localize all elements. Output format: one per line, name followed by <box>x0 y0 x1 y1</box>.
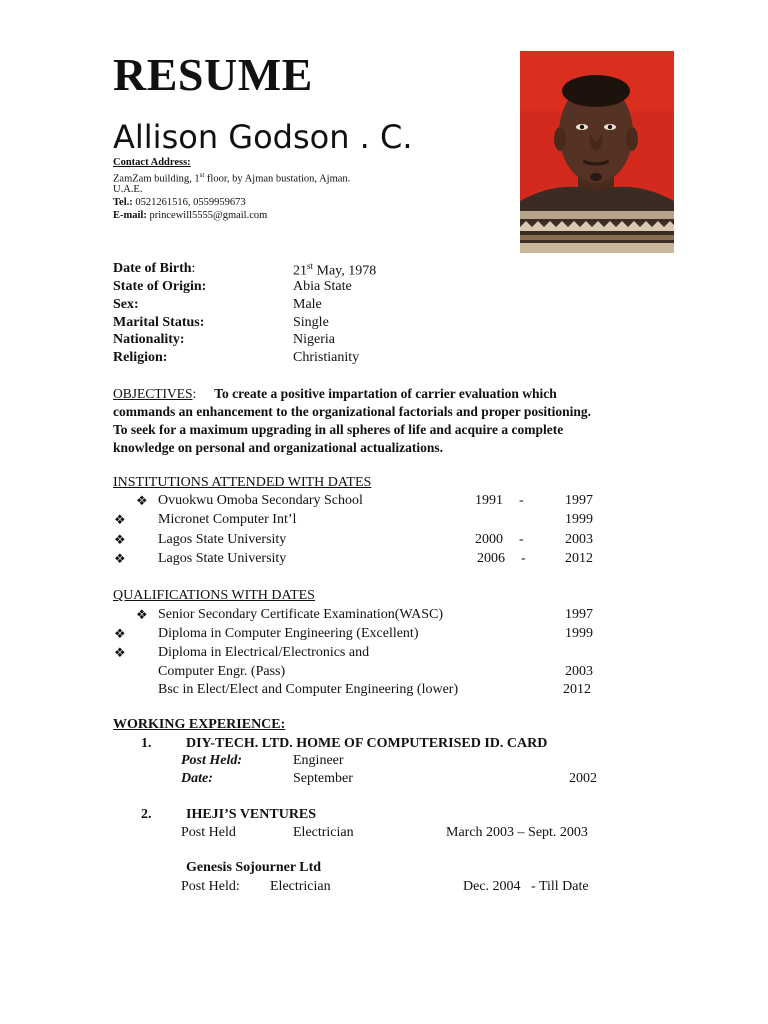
origin-value: Abia State <box>293 279 352 294</box>
bullet-icon: ❖ <box>114 645 126 660</box>
qualification-name: Diploma in Computer Engineering (Excellent) <box>158 626 419 641</box>
resume-title: RESUME <box>113 49 313 100</box>
person-name: Allison Godson . C. <box>113 118 413 156</box>
tel-label: Tel.: <box>113 197 133 208</box>
address-line-start: ZamZam building, 1 <box>113 173 200 185</box>
contact-country: U.A.E. <box>113 184 143 195</box>
job-date-label: Date: <box>181 771 213 786</box>
job-number: 1. <box>141 736 152 751</box>
job-post-value: Electrician <box>270 879 331 894</box>
qualifications-heading: QUALIFICATIONS WITH DATES <box>113 588 315 603</box>
sex-value: Male <box>293 297 322 312</box>
job-company: IHEJI’S VENTURES <box>186 807 317 822</box>
job-post-value: Engineer <box>293 753 344 768</box>
bullet-icon: ❖ <box>136 607 148 622</box>
nationality-label: Nationality: <box>113 332 185 347</box>
institutions-heading: INSTITUTIONS ATTENDED WITH DATES <box>113 475 372 490</box>
email-label: E-mail: <box>113 210 147 221</box>
institution-end: 1999 <box>565 512 593 527</box>
contact-heading: Contact Address: <box>113 157 191 168</box>
job-dates: Dec. 2004 - Till Date <box>463 879 589 894</box>
qualification-year: 1997 <box>565 607 593 622</box>
qualification-name: Bsc in Elect/Elect and Computer Engineering (lower) <box>158 682 459 697</box>
institution-dash: - <box>519 493 524 508</box>
bullet-icon: ❖ <box>114 551 126 566</box>
institution-start: 2006 <box>477 551 505 566</box>
qualification-name: Senior Secondary Certificate Examination(WASC) <box>158 607 443 622</box>
contact-telephone <box>113 197 246 208</box>
institution-end: 2003 <box>565 532 593 547</box>
institution-dash: - <box>519 532 524 547</box>
qualification-year: 2003 <box>565 664 593 679</box>
objectives-line-1: OBJECTIVES: To create a positive impartation of carrier evaluation which <box>113 386 557 401</box>
institution-start: 2000 <box>475 532 503 547</box>
origin-label: State of Origin: <box>113 279 207 294</box>
address-superscript: st <box>199 171 205 179</box>
marital-value: Single <box>293 315 329 330</box>
qualification-year: 2012 <box>563 682 591 697</box>
objectives-heading: OBJECTIVES <box>113 386 193 401</box>
tel-value: 0521261516, 0559959673 <box>132 197 246 208</box>
bullet-icon: ❖ <box>114 532 126 547</box>
bullet-icon: ❖ <box>114 512 126 527</box>
bullet-icon: ❖ <box>136 493 148 508</box>
contact-address <box>113 171 350 185</box>
sex-label: Sex: <box>113 297 139 312</box>
institution-name: Lagos State University <box>158 532 287 547</box>
bullet-icon: ❖ <box>114 626 126 641</box>
job-company: Genesis Sojourner Ltd <box>186 860 322 875</box>
job-post-label: Post Held: <box>181 879 240 894</box>
institution-name: Lagos State University <box>158 551 287 566</box>
institution-name: Ovuokwu Omoba Secondary School <box>158 493 363 508</box>
qualification-year: 1999 <box>565 626 593 641</box>
institution-end: 2012 <box>565 551 593 566</box>
nationality-value: Nigeria <box>293 332 335 347</box>
address-line-end: floor, by Ajman bustation, Ajman. <box>204 173 351 185</box>
job-company: DIY-TECH. LTD. HOME OF COMPUTERISED ID. CARD <box>186 736 548 751</box>
objectives-line-2: commands an enhancement to the organizational factorials and proper positioning. <box>113 404 592 419</box>
dob-value: 21st May, 1978 <box>293 261 377 279</box>
email-value: princewill5555@gmail.com <box>146 210 268 221</box>
job-number: 2. <box>141 807 152 822</box>
job-post-label: Post Held: <box>181 753 243 768</box>
job-date-month: September <box>293 771 353 786</box>
institution-name: Micronet Computer Int’l <box>158 512 297 527</box>
marital-label: Marital Status: <box>113 315 205 330</box>
qualification-name: Computer Engr. (Pass) <box>158 664 286 679</box>
profile-photo <box>520 51 674 253</box>
institution-start: 1991 <box>475 493 503 508</box>
objectives-line-3: To seek for a maximum upgrading in all spheres of life and acquire a complete <box>113 422 564 437</box>
job-post-label: Post Held <box>181 825 236 840</box>
job-post-value: Electrician <box>293 825 354 840</box>
religion-label: Religion: <box>113 350 168 365</box>
experience-heading: WORKING EXPERIENCE: <box>113 717 286 732</box>
institution-dash: - <box>521 551 526 566</box>
religion-value: Christianity <box>293 350 360 365</box>
qualification-name: Diploma in Electrical/Electronics and <box>158 645 370 660</box>
job-date-year: 2002 <box>569 771 597 786</box>
job-dates: March 2003 – Sept. 2003 <box>446 825 588 840</box>
institution-end: 1997 <box>565 493 593 508</box>
objectives-line-4: knowledge on personal and organizational actualizations. <box>113 440 444 455</box>
contact-email <box>113 210 267 221</box>
dob-label: Date of Birth: <box>113 261 196 276</box>
